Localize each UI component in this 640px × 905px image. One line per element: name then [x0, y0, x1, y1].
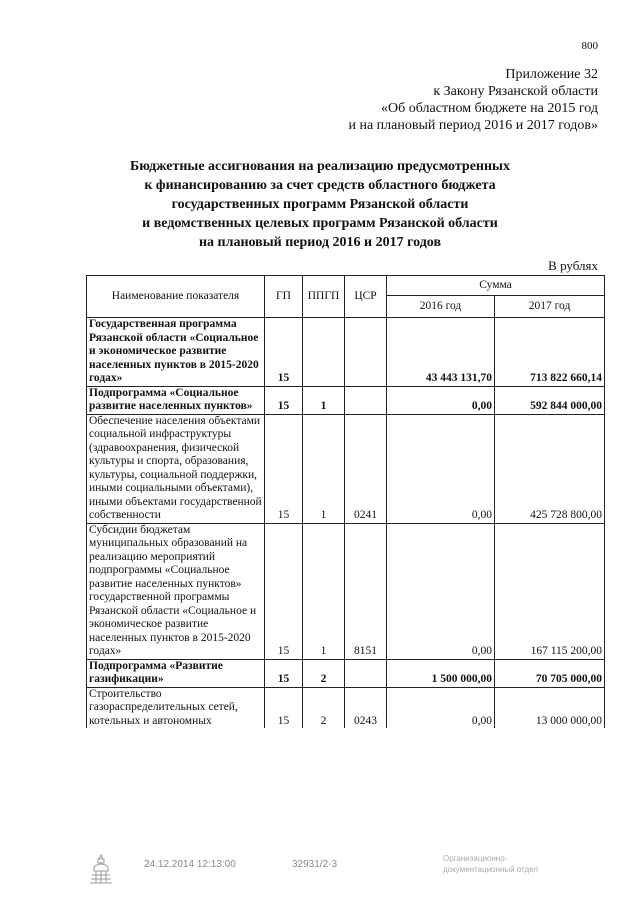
row-2017: 592 844 000,00: [495, 386, 605, 414]
header-csr: ЦСР: [345, 276, 387, 318]
appendix-line: к Закону Рязанской области: [433, 84, 598, 99]
budget-table: [86, 275, 605, 728]
footer-dept-line: Организационно-: [443, 854, 508, 863]
row-2016: 1 500 000,00: [387, 659, 495, 687]
row-gp: 15: [265, 318, 303, 387]
row-gp: 15: [265, 523, 303, 659]
row-2017: 167 115 200,00: [495, 523, 605, 659]
row-ppgp: 1: [303, 523, 345, 659]
footer: [88, 853, 608, 889]
document-title: [100, 157, 540, 252]
header-gp: ГП: [265, 276, 303, 318]
row-2016: 0,00: [387, 523, 495, 659]
title-line: государственных программ Рязанской области: [171, 197, 469, 212]
row-csr: [345, 318, 387, 387]
table-row: [87, 386, 605, 414]
title-line: на плановый период 2016 и 2017 годов: [198, 235, 442, 250]
table-row: [87, 523, 605, 659]
row-ppgp: 2: [303, 687, 345, 728]
units-label: В рублях: [548, 258, 598, 273]
row-csr: 0243: [345, 687, 387, 728]
row-name: Строительство газораспределительных сетей, котельных и автономных: [87, 687, 265, 728]
appendix-line: и на плановый период 2016 и 2017 годов»: [348, 118, 598, 133]
row-name: Подпрограмма «Развитие газификации»: [87, 659, 265, 687]
row-name: Субсидии бюджетам муниципальных образований на реализацию мероприятий подпрограммы «Социальное развитие населенных пунктов» государственной программы Рязанской области «Социальное и экономическое развитие населенных пунктов в 2015-2020 годах»: [87, 523, 265, 659]
footer-department: [443, 853, 538, 875]
row-ppgp: 1: [303, 386, 345, 414]
row-csr: [345, 659, 387, 687]
row-2017: 13 000 000,00: [495, 687, 605, 728]
row-gp: 15: [265, 414, 303, 523]
row-gp: 15: [265, 386, 303, 414]
title-line: к финансированию за счет средств областного бюджета: [144, 178, 496, 193]
appendix-line: «Об областном бюджете на 2015 год: [381, 101, 598, 116]
table-row: [87, 687, 605, 728]
appendix-line: Приложение 32: [505, 67, 598, 82]
header-2016: 2016 год: [387, 296, 495, 318]
title-line: Бюджетные ассигнования на реализацию предусмотренных: [130, 159, 510, 174]
row-csr: 0241: [345, 414, 387, 523]
row-ppgp: [303, 318, 345, 387]
row-2016: 0,00: [387, 414, 495, 523]
table-row: [87, 659, 605, 687]
row-gp: 15: [265, 659, 303, 687]
row-name: Подпрограмма «Социальное развитие населенных пунктов»: [87, 386, 265, 414]
header-name: Наименование показателя: [87, 276, 265, 318]
row-2016: 0,00: [387, 687, 495, 728]
row-2017: 713 822 660,14: [495, 318, 605, 387]
row-name: Государственная программа Рязанской области «Социальное и экономическое развитие населенных пунктов в 2015-2020 годах»: [87, 318, 265, 387]
row-csr: 8151: [345, 523, 387, 659]
row-2017: 70 705 000,00: [495, 659, 605, 687]
table-row: [87, 414, 605, 523]
footer-datetime: 24.12.2014 12:13:00: [144, 859, 236, 870]
row-2016: 43 443 131,70: [387, 318, 495, 387]
title-line: и ведомственных целевых программ Рязанской области: [142, 216, 498, 231]
row-name: Обеспечение населения объектами социальной инфраструктуры (здравоохранения, физической культуры и спорта, образования, культуры, социальной поддержки, иными социальными объектами), иными объектами государственной собственности: [87, 414, 265, 523]
header-sum: Сумма: [387, 276, 605, 296]
row-ppgp: 2: [303, 659, 345, 687]
page-number: 800: [581, 40, 598, 52]
row-2016: 0,00: [387, 386, 495, 414]
table-row: [87, 318, 605, 387]
row-csr: [345, 386, 387, 414]
row-2017: 425 728 800,00: [495, 414, 605, 523]
footer-doc-id: 32931/2-3: [292, 859, 338, 870]
header-ppgp: ППГП: [303, 276, 345, 318]
footer-dept-line: документационный отдел: [443, 865, 538, 874]
header-2017: 2017 год: [495, 296, 605, 318]
row-ppgp: 1: [303, 414, 345, 523]
row-gp: 15: [265, 687, 303, 728]
appendix-block: [178, 66, 598, 134]
registry-stamp-icon: [88, 853, 114, 887]
